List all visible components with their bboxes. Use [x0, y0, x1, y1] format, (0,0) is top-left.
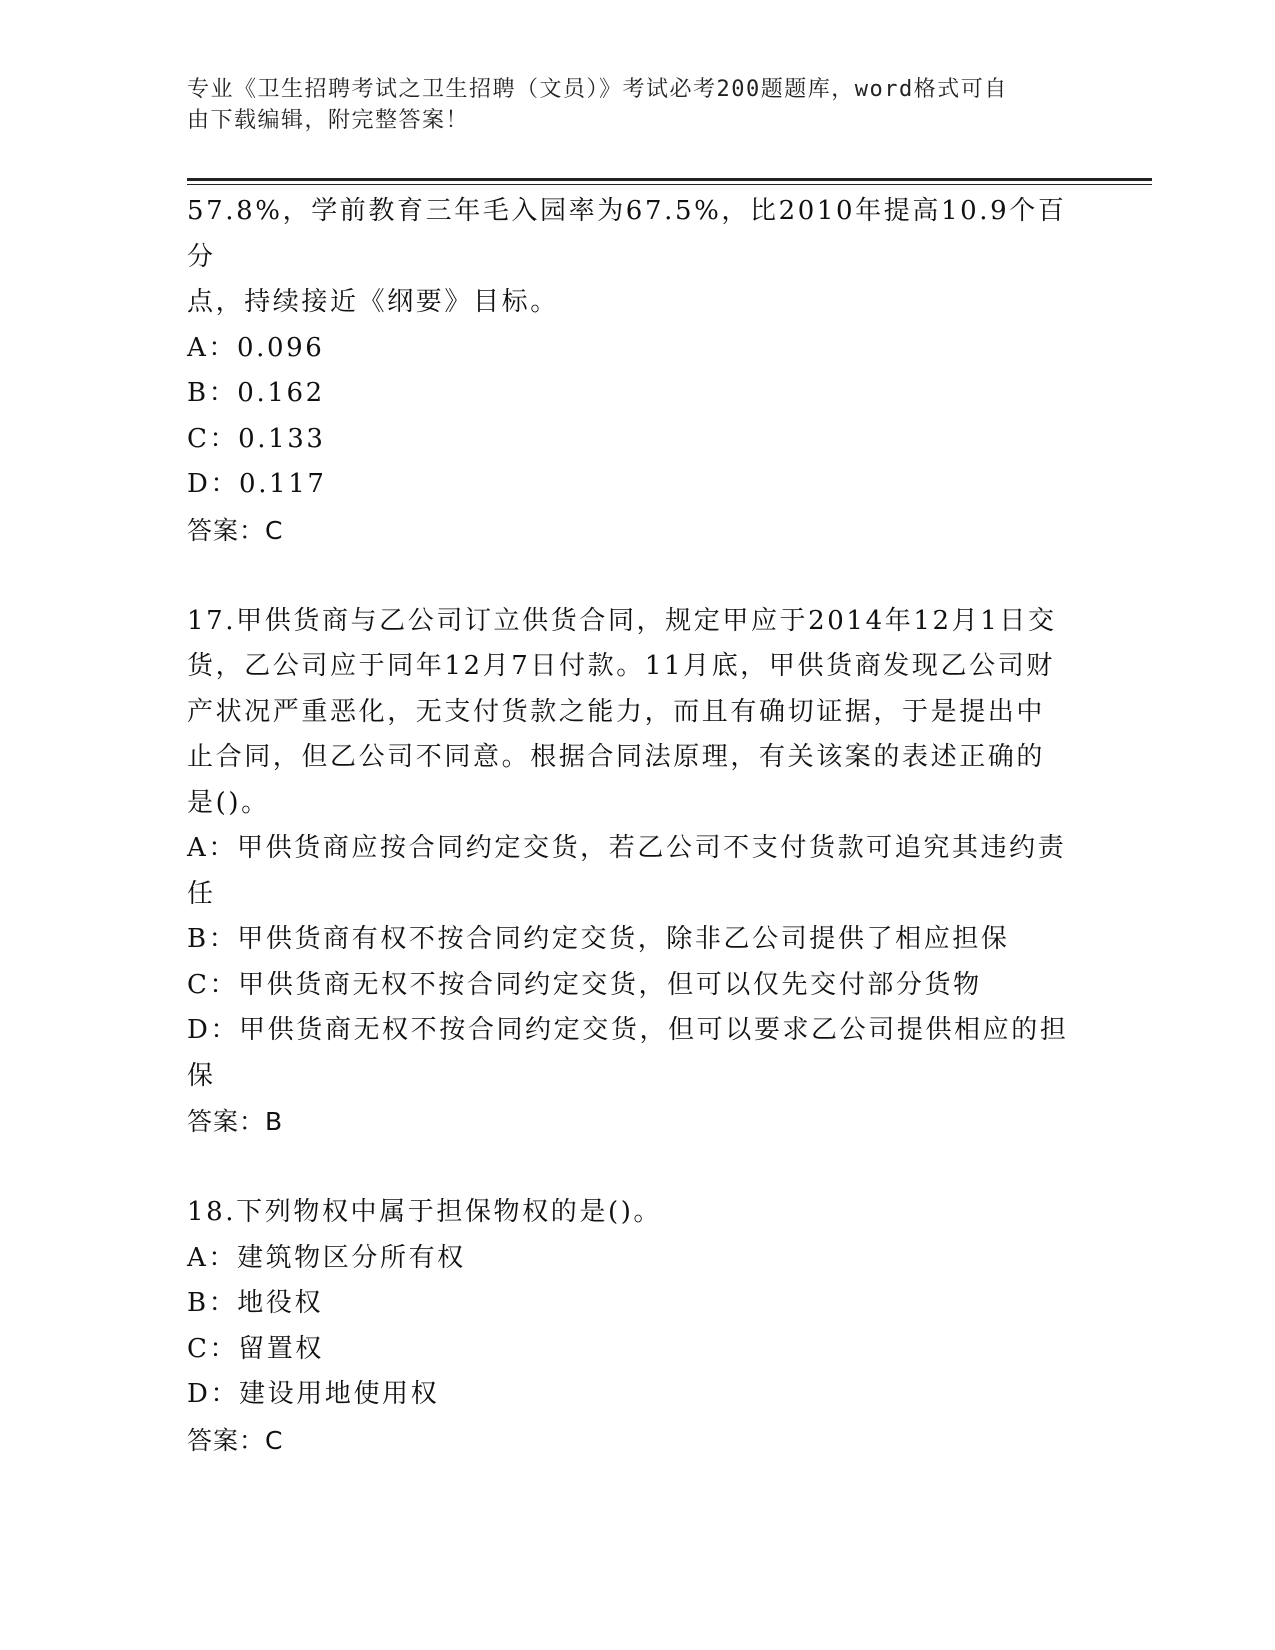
- option-a-continued: 任: [187, 878, 216, 909]
- option-c: C：留置权: [187, 1333, 324, 1364]
- option-a: A：甲供货商应按合同约定交货，若乙公司不支付货款可追究其违约责: [187, 833, 1067, 863]
- option-a: A：0.096: [187, 332, 325, 363]
- question-stem-line: 18.下列物权中属于担保物权的是()。: [187, 1197, 663, 1227]
- question-stem-line: 17.甲供货商与乙公司订立供货合同，规定甲应于2014年12月1日交: [187, 605, 1057, 636]
- option-c: C：甲供货商无权不按合同约定交货，但可以仅先交付部分货物: [187, 969, 982, 1000]
- option-b: B：地役权: [187, 1288, 324, 1318]
- question-spacer: [187, 553, 1087, 599]
- question-spacer: [187, 1145, 1087, 1191]
- header-rule-thick: [187, 178, 1152, 181]
- question-stem-line: 止合同，但乙公司不同意。根据合同法原理，有关该案的表述正确的: [187, 742, 1046, 772]
- option-d: D：0.117: [187, 469, 327, 499]
- answer-line: 答案：C: [187, 515, 284, 545]
- question-18: [187, 1190, 1087, 1463]
- option-b: B：0.162: [187, 378, 325, 408]
- header-rule-thin: [187, 184, 1152, 185]
- question-16-continued: [187, 189, 1087, 553]
- option-d: D：建设用地使用权: [187, 1379, 440, 1409]
- answer-line: 答案：B: [187, 1107, 284, 1136]
- option-a: A：建筑物区分所有权: [187, 1242, 466, 1273]
- option-c: C：0.133: [187, 423, 326, 454]
- question-stem-line: 点，持续接近《纲要》目标。: [187, 287, 559, 317]
- answer-line: 答案：C: [187, 1425, 284, 1455]
- option-d: D：甲供货商无权不按合同约定交货，但可以要求乙公司提供相应的担: [187, 1015, 1069, 1045]
- question-stem-line: 57.8%，学前教育三年毛入园率为67.5%，比2010年提高10.9个百分: [187, 196, 1067, 272]
- page-header: [187, 74, 1067, 136]
- question-stem-line: 产状况严重恶化，无支付货款之能力，而且有确切证据，于是提出中: [187, 696, 1046, 727]
- question-17: [187, 599, 1087, 1145]
- header-line-2: 由下载编辑，附完整答案！: [187, 108, 470, 133]
- option-d-continued: 保: [187, 1060, 216, 1091]
- document-body: [187, 189, 1087, 1463]
- option-b: B：甲供货商有权不按合同约定交货，除非乙公司提供了相应担保: [187, 924, 1010, 954]
- question-stem-line: 是()。: [187, 787, 270, 818]
- header-line-1: 专业《卫生招聘考试之卫生招聘（文员）》考试必考200题题库，word格式可自: [187, 77, 1008, 102]
- question-stem-line: 货，乙公司应于同年12月7日付款。11月底，甲供货商发现乙公司财: [187, 651, 1055, 681]
